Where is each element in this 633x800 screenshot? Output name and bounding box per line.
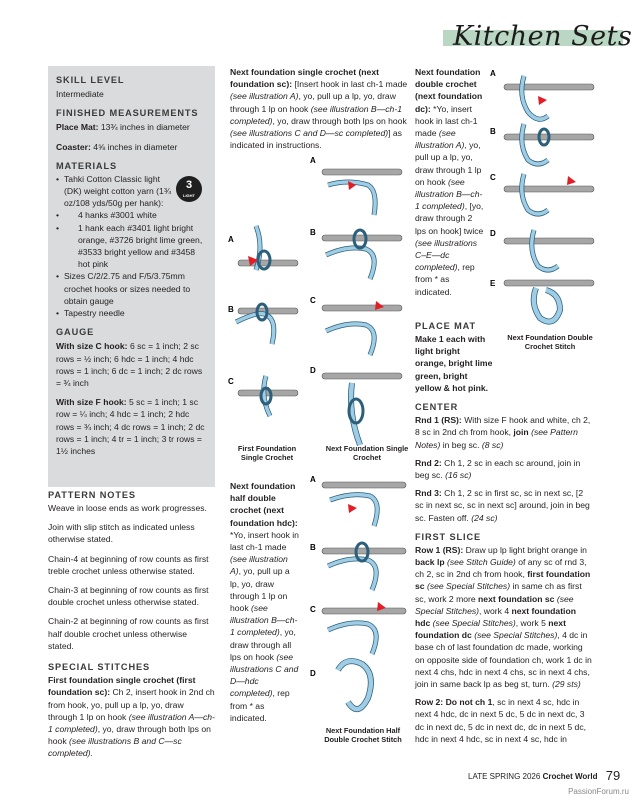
material-item: • Tapestry needle <box>56 307 207 319</box>
placemat-column <box>415 320 593 745</box>
step-letter: B <box>310 228 316 237</box>
fsc-step-a <box>228 226 298 270</box>
pattern-notes-column <box>48 489 215 760</box>
coaster-measure: Coaster: 4⅝ inches in diameter <box>56 141 178 152</box>
next-fhdc-column <box>230 480 300 724</box>
nfhdc-instructions: Next foundation half double crochet (next foundation hdc): *Yo, insert hook in last ch-1 made (see illustration A), yo, pull up a lp, yo, draw through 1 lp on hook (see illustration B—ch-1 completed), yo, draw through all lps on hook (see illustrations C and D—hdc completed), rep from * as indicated. <box>230 481 299 723</box>
rnd1: Rnd 1 (RS): With size F hook and white, ch 2, 8 sc in 2nd ch from hook, join (see Pattern Notes) in beg sc. (8 sc) <box>415 415 591 450</box>
placemat-intro: Make 1 each with light bright orange, bright lime green, bright yellow & hot pink. <box>415 334 493 393</box>
note-item: Chain-4 at beginning of row counts as first treble crochet unless otherwise stated. <box>48 553 209 576</box>
fsc-step-b <box>228 304 298 344</box>
page-title: Kitchen Sets <box>453 21 633 52</box>
skill-value: Intermediate <box>56 89 104 100</box>
yarn-line: • 4 hanks #3001 white <box>56 209 207 221</box>
nfsc-step-a <box>310 156 402 215</box>
nfdc-step-b <box>490 124 594 164</box>
nfdc-step-d <box>490 229 594 270</box>
caption-next-fhdc: Next Foundation Half Double Crochet Stitch <box>324 726 402 745</box>
material-item: • Tahki Cotton Classic light (DK) weight cotton yarn (1¾ oz/108 yds/50g per hank): <box>56 173 207 210</box>
watermark: PassionForum.ru <box>568 787 629 796</box>
next-fhdc-illustrations <box>308 470 412 725</box>
note-item: Join with slip stitch as indicated unless otherwise stated. <box>48 522 195 545</box>
measure-heading: FINISHED MEASUREMENTS <box>56 108 199 119</box>
nfdc-step-e <box>490 279 594 322</box>
next-fsc-illustrations <box>308 155 410 455</box>
step-letter: B <box>490 127 496 136</box>
page-footer <box>468 767 620 785</box>
nfsc-step-c <box>310 296 402 355</box>
fsc-instructions: First foundation single crochet (first foundation sc): Ch 2, insert hook in 2nd ch from hook, yo, pull up a lp, yo, draw through 1 lp on hook (see illustration A—ch-1 completed), yo, draw through both lps on hook (see illustrations B and C—sc completed). <box>48 675 215 759</box>
yarn-line: • 1 hank each #3401 light bright orange, #3726 bright lime green, #3533 bright yellow and #3458 hot pink <box>56 222 207 271</box>
caption-next-fdc: Next Foundation Double Crochet Stitch <box>507 333 593 352</box>
issue-label: LATE SPRING 2026 <box>468 772 541 781</box>
info-sidebar <box>48 66 215 487</box>
step-letter: C <box>228 377 234 386</box>
note-item: Weave in loose ends as work progresses. <box>48 503 207 514</box>
step-letter: A <box>228 235 234 244</box>
yarn-weight-icon: 3 LIGHT <box>176 176 202 202</box>
fsc-step-c <box>228 376 298 416</box>
nfsc-step-d <box>310 366 402 445</box>
caption-next-fsc: Next Foundation Single Crochet <box>325 444 409 463</box>
nfhdc-step-a <box>310 475 406 526</box>
note-item: Chain-3 at beginning of row counts as first double crochet unless otherwise stated. <box>48 585 209 608</box>
nfsc-instructions: Next foundation single crochet (next foundation sc): [Insert hook in last ch-1 made (see illustration A), yo, pull up a lp, yo, draw through 1 lp on hook (see illustration B—ch-1 completed), yo, draw through both lps on hook (see illustrations C and D—sc completed)] as indicated in instructions. <box>230 67 408 151</box>
skill-heading: SKILL LEVEL <box>56 75 125 85</box>
gauge-heading: GAUGE <box>56 327 95 338</box>
section-header <box>443 21 633 52</box>
row1: Row 1 (RS): Draw up lp light bright orange in back lp (see Stitch Guide) of any sc of rnd 3, ch 2, sc in 2nd ch from hook, first foundation sc (see Special Stitches) in same ch as first sc, work 2 more next foundation sc (see Special Stitches), work 4 next foundation hdc (see Special Stitches), work 5 next foundation dc (see Special Stitches), 4 dc in base ch of last foundation dc made, working on opposite side of foundation ch, work 1 dc in next 4 chs, hdc in next 4 chs, sc in next 4 chs, join in same back lp as beg st, turn. (29 sts) <box>415 544 592 690</box>
center-heading: CENTER <box>415 402 459 413</box>
materials-heading: MATERIALS <box>56 160 118 171</box>
page-number: 79 <box>605 768 621 783</box>
step-letter: C <box>310 296 316 305</box>
placemat-heading: PLACE MAT <box>415 321 477 331</box>
nfhdc-step-d <box>310 661 371 709</box>
step-letter: B <box>310 543 316 552</box>
notes-heading: PATTERN NOTES <box>48 490 136 500</box>
next-fsc-column <box>230 66 408 151</box>
row2: Row 2: Do not ch 1, sc in next 4 sc, hdc in next 4 hdc, dc in next 5 dc, 5 dc in next dc, 3 dc in next dc, 5 dc in next dc, dc in next 5 dc, hdc in next 4 hdc, sc in next 4 sc, hdc in <box>415 697 587 744</box>
magazine-name: Crochet World <box>542 772 598 781</box>
nfhdc-step-c <box>310 602 406 654</box>
step-letter: A <box>490 69 496 78</box>
step-letter: A <box>310 156 316 165</box>
nfdc-step-a <box>490 69 594 119</box>
first-fsc-illustrations <box>226 212 306 452</box>
gauge-c: With size C hook: 6 sc = 1 inch; 2 sc rows = ½ inch; 6 hdc = 1 inch; 4 hdc rows = 1 inch; 6 dc = 1 inch; 2 dc rows = ¾ inch <box>56 341 203 388</box>
next-fdc-illustrations <box>488 62 600 334</box>
step-letter: C <box>490 173 496 182</box>
rnd2: Rnd 2: Ch 1, 2 sc in each sc around, join in beg sc. (16 sc) <box>415 457 581 480</box>
nfsc-step-b <box>310 228 402 279</box>
step-letter: D <box>490 229 496 238</box>
step-letter: E <box>490 279 496 288</box>
step-letter: B <box>228 305 234 314</box>
step-letter: A <box>310 475 316 484</box>
nfdc-instructions: Next foundation double crochet (next foundation dc): *Yo, insert hook in last ch-1 made (see illustration A), yo, pull up a lp, yo, draw through 1 lp on hook (see illustration B—ch-1 completed), [yo, draw through 2 lps on hook] twice (see illustrations C–E—dc completed), rep from * as indicated. <box>415 67 484 297</box>
nfhdc-step-b <box>310 543 406 590</box>
special-stitches-heading: SPECIAL STITCHES <box>48 662 151 673</box>
slice-heading: FIRST SLICE <box>415 531 482 542</box>
step-letter: D <box>310 366 316 375</box>
material-item: • Sizes C/2/2.75 and F/5/3.75mm crochet hooks or sizes needed to obtain gauge <box>56 270 207 307</box>
gauge-f: With size F hook: 5 sc = 1 inch; 1 sc row = ¼ inch; 4 hdc = 1 inch; 2 hdc rows = ¾ inch; 4 dc rows = 1 inch; 2 dc rows = 1 inch; 4 tr = 1 inch; 3 tr rows = 1½ inches <box>56 397 205 456</box>
placemat-measure: Place Mat: 13¾ inches in diameter <box>56 122 190 133</box>
step-letter: D <box>310 669 316 678</box>
note-item: Chain-2 at beginning of row counts as first half double crochet unless otherwise stated. <box>48 616 209 651</box>
rnd3: Rnd 3: Ch 1, 2 sc in first sc, sc in next sc, [2 sc in next sc, sc in next sc] around, join in beg sc. Fasten off. (24 sc) <box>415 488 590 523</box>
caption-first-fsc: First Foundation Single Crochet <box>237 444 297 463</box>
step-letter: C <box>310 605 316 614</box>
nfdc-step-c <box>490 173 594 214</box>
next-fdc-column <box>415 66 485 298</box>
